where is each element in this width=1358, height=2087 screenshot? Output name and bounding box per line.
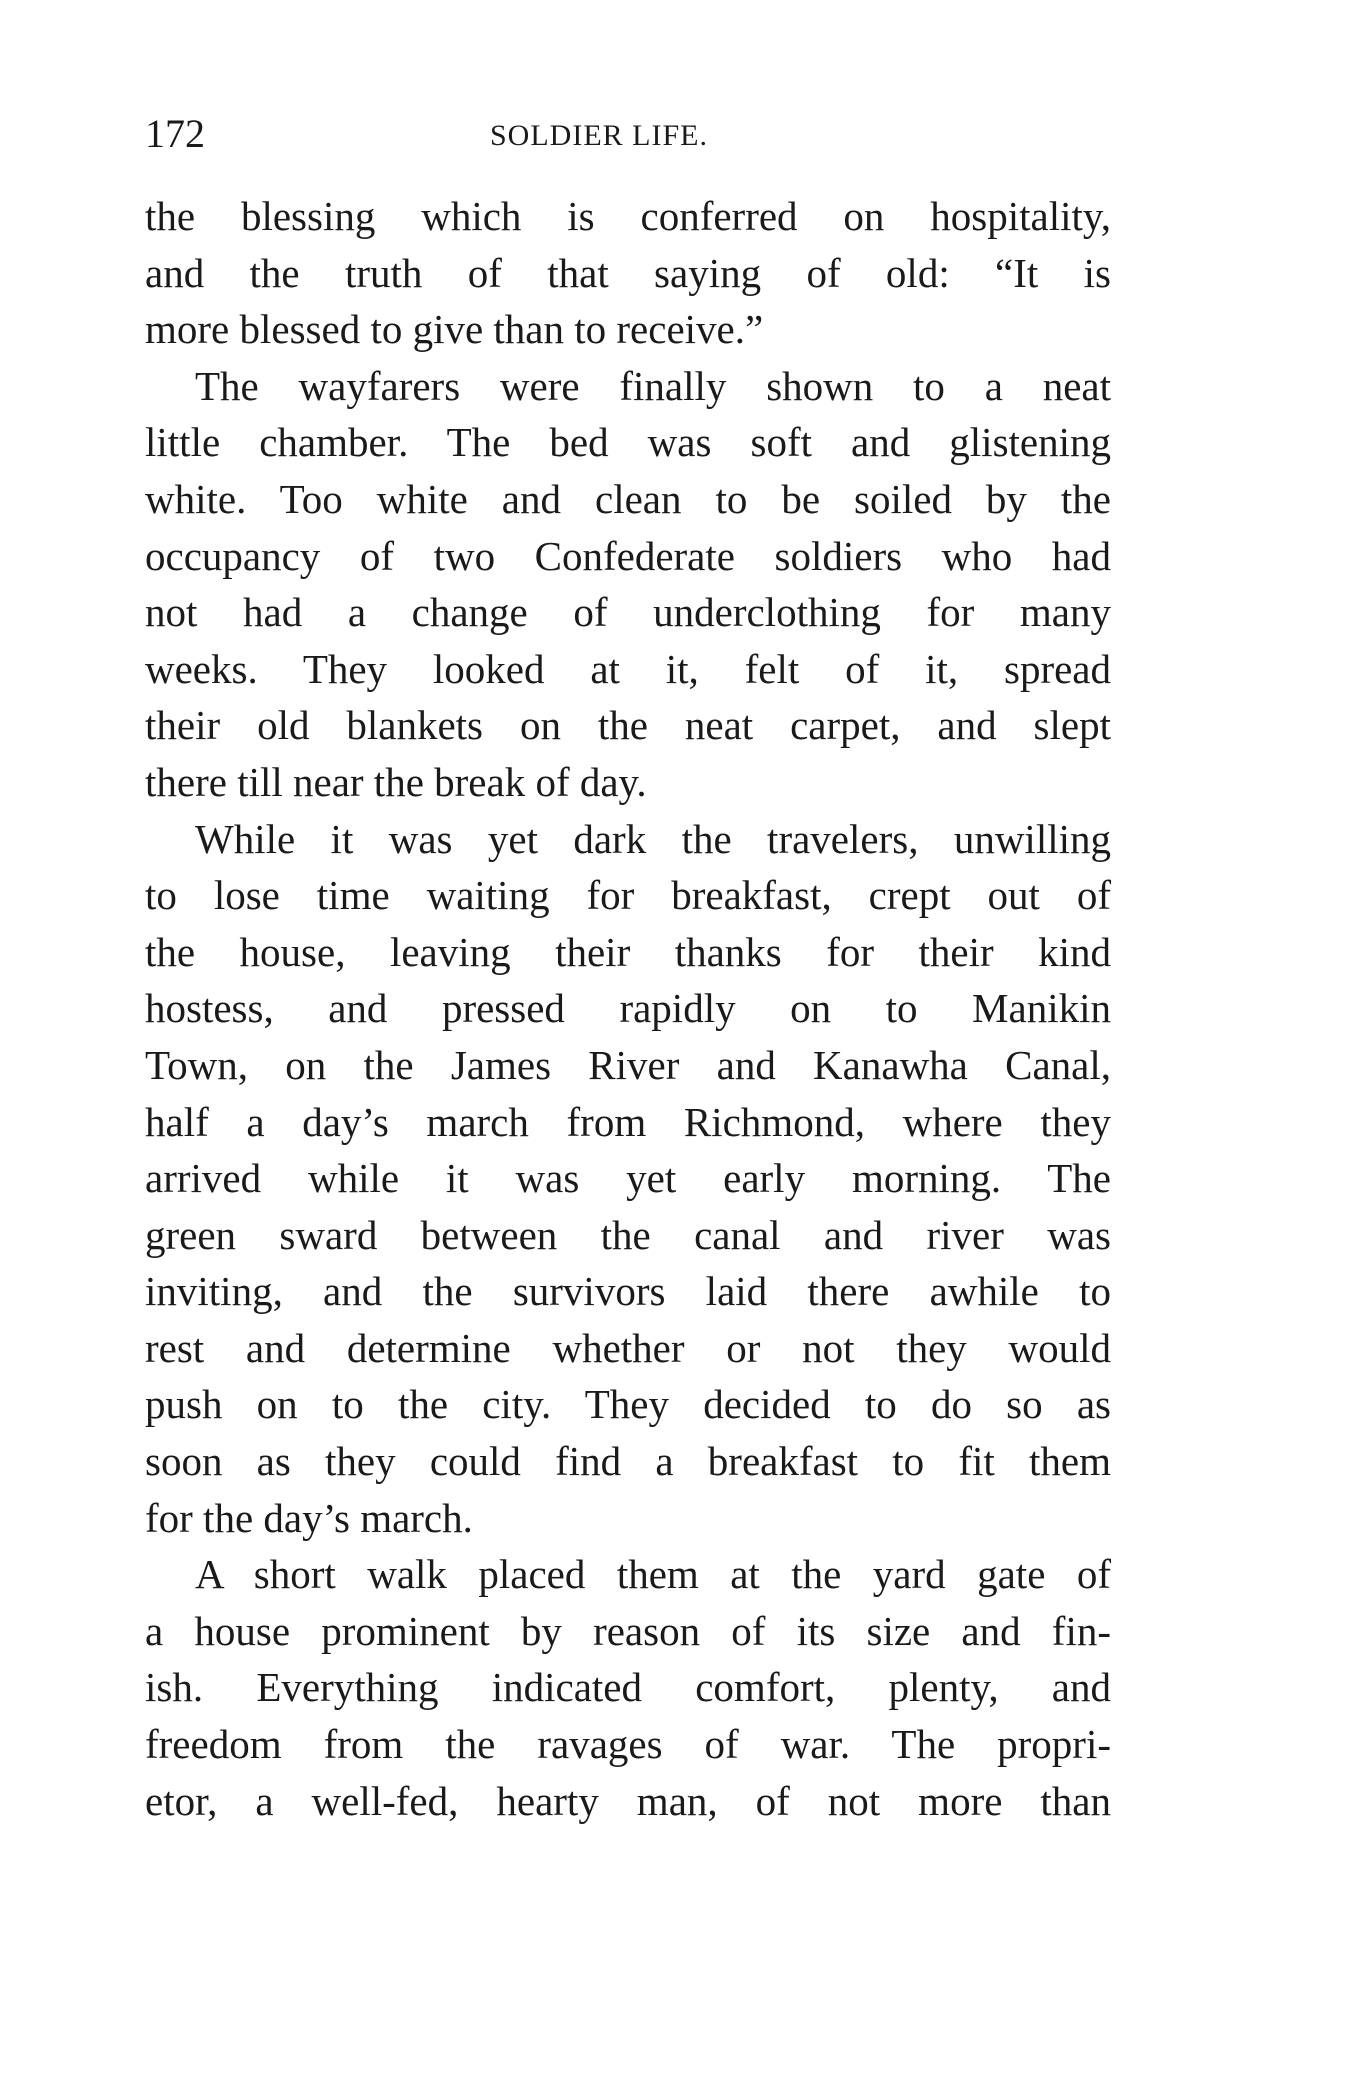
- text-line: ish. Everything indicated comfort, plenty, and: [145, 1664, 1111, 1711]
- text-line: their old blankets on the neat carpet, and slept: [145, 702, 1111, 749]
- paragraph: [145, 188, 1111, 358]
- text-line: there till near the break of day.: [145, 758, 647, 805]
- text-line: arrived while it was yet early morning. The: [145, 1155, 1111, 1202]
- text-line: for the day’s march.: [145, 1494, 473, 1541]
- text-line: rest and determine whether or not they would: [145, 1324, 1111, 1371]
- text-line: occupancy of two Confederate soldiers who had: [145, 532, 1111, 579]
- page-header: [145, 110, 1111, 170]
- text-line: soon as they could find a breakfast to fit them: [145, 1438, 1111, 1485]
- text-line: little chamber. The bed was soft and glistening: [145, 419, 1111, 466]
- running-title: SOLDIER LIFE.: [490, 119, 708, 152]
- paragraph: [145, 358, 1111, 811]
- text-line: the house, leaving their thanks for their kind: [145, 928, 1111, 975]
- paragraph: [145, 1546, 1111, 1829]
- text-line: Town, on the James River and Kanawha Canal,: [145, 1041, 1111, 1088]
- text-line: The wayfarers were finally shown to a neat: [195, 362, 1111, 409]
- text-line: not had a change of underclothing for many: [145, 589, 1111, 636]
- text-line: weeks. They looked at it, felt of it, spread: [145, 645, 1111, 692]
- text-line: push on to the city. They decided to do so as: [145, 1381, 1111, 1428]
- text-line: to lose time waiting for breakfast, crept out of: [145, 872, 1111, 919]
- text-line: and the truth of that saying of old: “It is: [145, 249, 1111, 296]
- page-number: 172: [145, 111, 205, 156]
- text-line: inviting, and the survivors laid there awhile to: [145, 1268, 1111, 1315]
- paragraph: [145, 811, 1111, 1547]
- text-line: a house prominent by reason of its size and fin-: [145, 1607, 1111, 1654]
- text-line: white. Too white and clean to be soiled by the: [145, 475, 1111, 522]
- book-page: [145, 110, 1111, 1829]
- text-line: While it was yet dark the travelers, unwilling: [195, 815, 1111, 862]
- text-line: etor, a well-fed, hearty man, of not more than: [145, 1777, 1111, 1824]
- text-line: more blessed to give than to receive.”: [145, 306, 764, 353]
- text-line: the blessing which is conferred on hospitality,: [145, 193, 1111, 239]
- text-line: half a day’s march from Richmond, where they: [145, 1098, 1111, 1145]
- body-text: [145, 188, 1111, 1829]
- text-line: hostess, and pressed rapidly on to Manikin: [145, 985, 1111, 1032]
- text-line: freedom from the ravages of war. The propri-: [145, 1721, 1111, 1768]
- text-line: A short walk placed them at the yard gate of: [195, 1551, 1111, 1598]
- text-line: green sward between the canal and river was: [145, 1211, 1111, 1258]
